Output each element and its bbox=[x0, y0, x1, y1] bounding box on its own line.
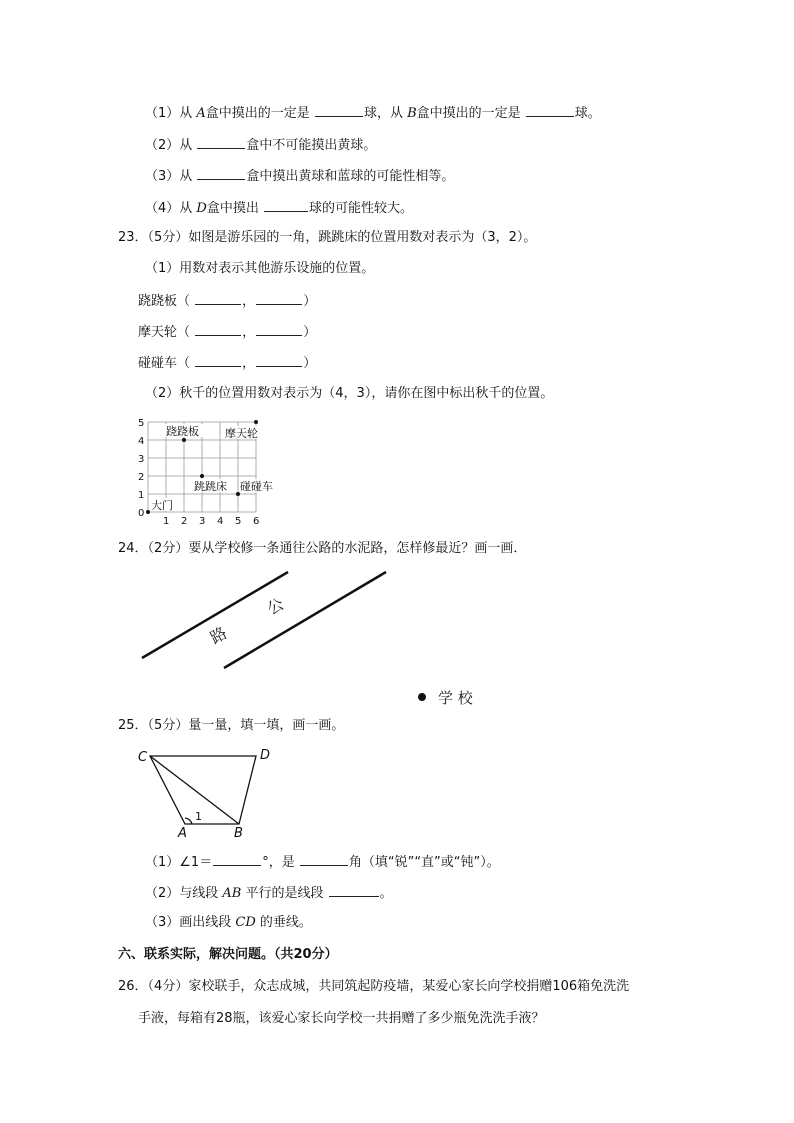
answer-blank[interactable] bbox=[264, 198, 308, 212]
svg-text:6: 6 bbox=[253, 516, 260, 527]
svg-text:1: 1 bbox=[138, 490, 145, 501]
trapezoid-figure[interactable] bbox=[136, 745, 276, 840]
gate-label: 大门 bbox=[151, 499, 173, 512]
svg-text:3: 3 bbox=[199, 516, 206, 527]
q22-part4: （4）从 D盒中摸出 球的可能性较大。 bbox=[145, 198, 413, 218]
answer-blank[interactable] bbox=[315, 103, 363, 117]
q23-heading: 23．（5分）如图是游乐园的一角，跳跳床的位置用数对表示为（3，2）。 bbox=[118, 230, 537, 245]
school-label: 学 校 bbox=[438, 689, 473, 707]
school-point bbox=[418, 693, 426, 701]
answer-blank[interactable] bbox=[256, 322, 302, 336]
svg-text:0: 0 bbox=[138, 508, 145, 519]
vertex-d: D bbox=[260, 748, 271, 763]
answer-blank[interactable] bbox=[300, 852, 348, 866]
svg-text:5: 5 bbox=[235, 516, 242, 527]
answer-blank[interactable] bbox=[195, 291, 241, 305]
road-char-2: 路 bbox=[206, 623, 231, 648]
bumper-label: 碰碰车 bbox=[240, 480, 273, 493]
q25-part2: （2）与线段 AB 平行的是线段 。 bbox=[145, 883, 393, 903]
q22-part3: （3）从 盒中摸出黄球和蓝球的可能性相等。 bbox=[145, 166, 454, 186]
svg-text:5: 5 bbox=[138, 418, 145, 429]
answer-blank[interactable] bbox=[213, 852, 261, 866]
road-figure[interactable] bbox=[136, 566, 486, 708]
svg-text:3: 3 bbox=[138, 454, 145, 465]
answer-blank[interactable] bbox=[526, 103, 574, 117]
ferris-label: 摩天轮 bbox=[225, 427, 258, 440]
angle-1-label: 1 bbox=[195, 810, 202, 823]
q25-part3: （3）画出线段 CD 的垂线。 bbox=[145, 915, 312, 930]
road-edge-lower bbox=[224, 572, 386, 668]
svg-text:2: 2 bbox=[138, 472, 145, 483]
q23-seesaw-row: 跷跷板（ ， ） bbox=[138, 291, 316, 311]
q23-bumper-row: 碰碰车（ ， ） bbox=[138, 353, 316, 373]
q22-part2: （2）从 盒中不可能摸出黄球。 bbox=[145, 135, 376, 155]
section-6-heading: 六、联系实际，解决问题。（共20分） bbox=[118, 947, 338, 962]
angle-1-arc bbox=[185, 818, 192, 824]
trapezoid-shape bbox=[150, 756, 256, 824]
q23-part2: （2）秋千的位置用数对表示为（4，3），请你在图中标出秋千的位置。 bbox=[145, 386, 554, 401]
answer-blank[interactable] bbox=[256, 353, 302, 367]
answer-blank[interactable] bbox=[195, 353, 241, 367]
seesaw-label: 跷跷板 bbox=[166, 425, 199, 438]
coordinate-grid[interactable] bbox=[136, 415, 286, 527]
answer-blank[interactable] bbox=[197, 166, 245, 180]
q23-part1: （1）用数对表示其他游乐设施的位置。 bbox=[145, 261, 375, 276]
q24-heading: 24．（2分）要从学校修一条通往公路的水泥路，怎样修最近？画一画． bbox=[118, 541, 527, 556]
svg-text:4: 4 bbox=[138, 436, 145, 447]
q25-heading: 25．（5分）量一量，填一填，画一画。 bbox=[118, 718, 345, 733]
q25-part1: （1）∠1＝ °，是 角（填“锐”“直”或“钝”）。 bbox=[145, 852, 500, 872]
vertex-a: A bbox=[178, 826, 187, 840]
gate-point bbox=[146, 510, 150, 514]
q22-part1: （1）从 A盒中摸出的一定是 球，从 B盒中摸出的一定是 球。 bbox=[145, 103, 601, 123]
road-char-1: 公 bbox=[263, 594, 288, 619]
vertex-b: B bbox=[234, 826, 243, 840]
svg-text:1: 1 bbox=[163, 516, 170, 527]
answer-blank[interactable] bbox=[329, 883, 379, 897]
q26-line1: 26．（4分）家校联手，众志成城，共同筑起防疫墙，某爱心家长向学校捐赠106箱免洗洗 bbox=[118, 979, 630, 994]
trampoline-point bbox=[200, 474, 204, 478]
q26-line2: 手液，每箱有28瓶，该爱心家长向学校一共捐赠了多少瓶免洗洗手液？ bbox=[138, 1011, 545, 1026]
svg-text:4: 4 bbox=[217, 516, 224, 527]
trampoline-label: 跳跳床 bbox=[194, 480, 227, 493]
seesaw-point bbox=[182, 438, 186, 442]
answer-blank[interactable] bbox=[195, 322, 241, 336]
vertex-c: C bbox=[138, 750, 148, 765]
q23-ferris-row: 摩天轮（ ， ） bbox=[138, 322, 316, 342]
ferris-point bbox=[254, 420, 258, 424]
svg-text:2: 2 bbox=[181, 516, 188, 527]
answer-blank[interactable] bbox=[197, 135, 245, 149]
answer-blank[interactable] bbox=[256, 291, 302, 305]
